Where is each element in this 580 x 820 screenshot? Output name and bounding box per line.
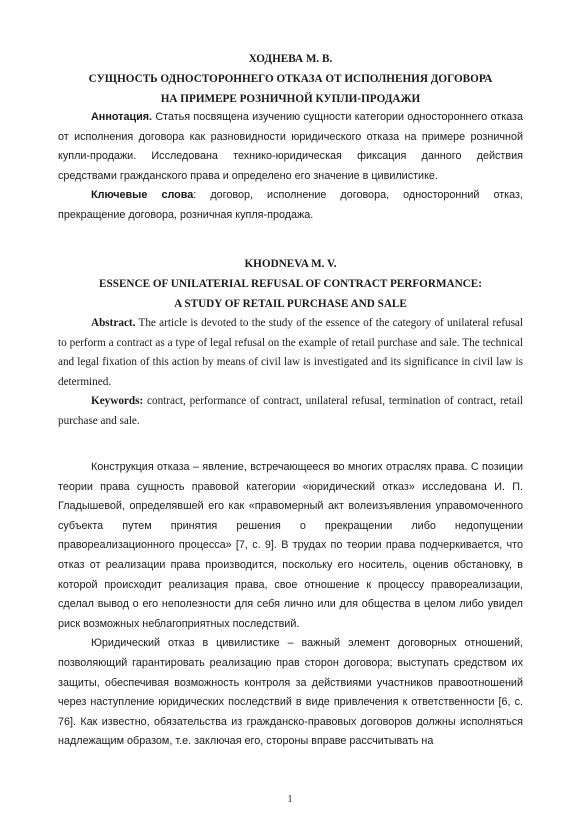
body-paragraph-1: Конструкция отказа – явление, встречающееся во многих отраслях права. С позиции теории права сущность правовой категории «юридический отказ» исследована И. П. Гладышевой, определявшей его как «правомерный акт волеизъявления управомоченного субъекта путем принятия решения о прекращении либо недопущении правореализационного процесса» [7, с. 9]. В трудах по теории права подчеркивается, что отказ от реализации права производится, поскольку его носитель, оценив обстановку, в которой происходит реализация права, свое отношение к процессу правореализации, сделал вывод о его неполезности для себя лично или для общества в целом либо увидел риск возможных неблагоприятных последствий. (58, 461, 523, 630)
body-text (58, 458, 523, 752)
ru-abstract-label: Аннотация. (91, 111, 153, 123)
ru-title-line1: СУЩНОСТЬ ОДНОСТОРОННЕГО ОТКАЗА ОТ ИСПОЛНЕНИЯ ДОГОВОРА (88, 73, 493, 85)
ru-abstract (58, 108, 523, 186)
ru-author (58, 50, 523, 70)
en-keywords (58, 392, 523, 431)
page-number: 1 (287, 794, 293, 805)
en-author-text: KHODNEVA M. V. (244, 258, 337, 270)
en-abstract-section (58, 314, 523, 432)
en-abstract-label: Abstract. (91, 317, 136, 329)
ru-keywords (58, 186, 523, 225)
ru-abstract-text: Статья посвящена изучению сущности категории одностороннего отказа от исполнения договора как разновидности юридического отказа на примере розничной купли-продажи. Исследована технико-юридическая фиксация данного действия средствами гражданского права и определено его значение в цивилистике. (58, 111, 523, 182)
ru-title-line2: НА ПРИМЕРЕ РОЗНИЧНОЙ КУПЛИ-ПРОДАЖИ (160, 92, 421, 105)
en-abstract (58, 314, 523, 392)
en-abstract-text: The article is devoted to the study of the essence of the category of unilateral refusal to perform a contract as a type of legal refusal on the example of retail purchase and sale. The technical and legal fixation of this action by means of civil law is investigated and its significance in civil law is determined. (58, 317, 523, 388)
ru-title (58, 70, 523, 109)
en-keywords-label: Keywords: (91, 395, 144, 408)
ru-abstract-section (58, 108, 523, 226)
en-title-line1: ESSENCE OF UNILATERIAL REFUSAL OF CONTRACT PERFORMANCE: (99, 278, 482, 290)
en-keywords-text: contract, performance of contract, unilateral refusal, termination of contract, retail purchase and sale. (58, 395, 523, 427)
ru-keywords-text: : договор, исполнение договора, односторонний отказ, прекращение договора, розничная купля-продажа. (58, 189, 523, 221)
en-author (58, 255, 523, 275)
en-title (58, 275, 523, 314)
body-paragraph-2: Юридический отказ в цивилистике – важный элемент договорных отношений, позволяющий гарантировать реализацию прав сторон договора; выступать средством их защиты, обеспечивая возможность контроля за действиями участников правоотношений через наступление юридических последствий в виде привлечения к ответственности [6, с. 76]. Как известно, обязательства из гражданско-правовых договоров должны исполняться надлежащим образом, т.е. заключая его, стороны вправе рассчитывать на (58, 637, 523, 748)
ru-author-text: ХОДНЕВА М. В. (248, 53, 333, 65)
en-title-line2: A STUDY OF RETAIL PURCHASE AND SALE (174, 297, 407, 310)
ru-keywords-label: Ключевые слова (91, 189, 194, 202)
